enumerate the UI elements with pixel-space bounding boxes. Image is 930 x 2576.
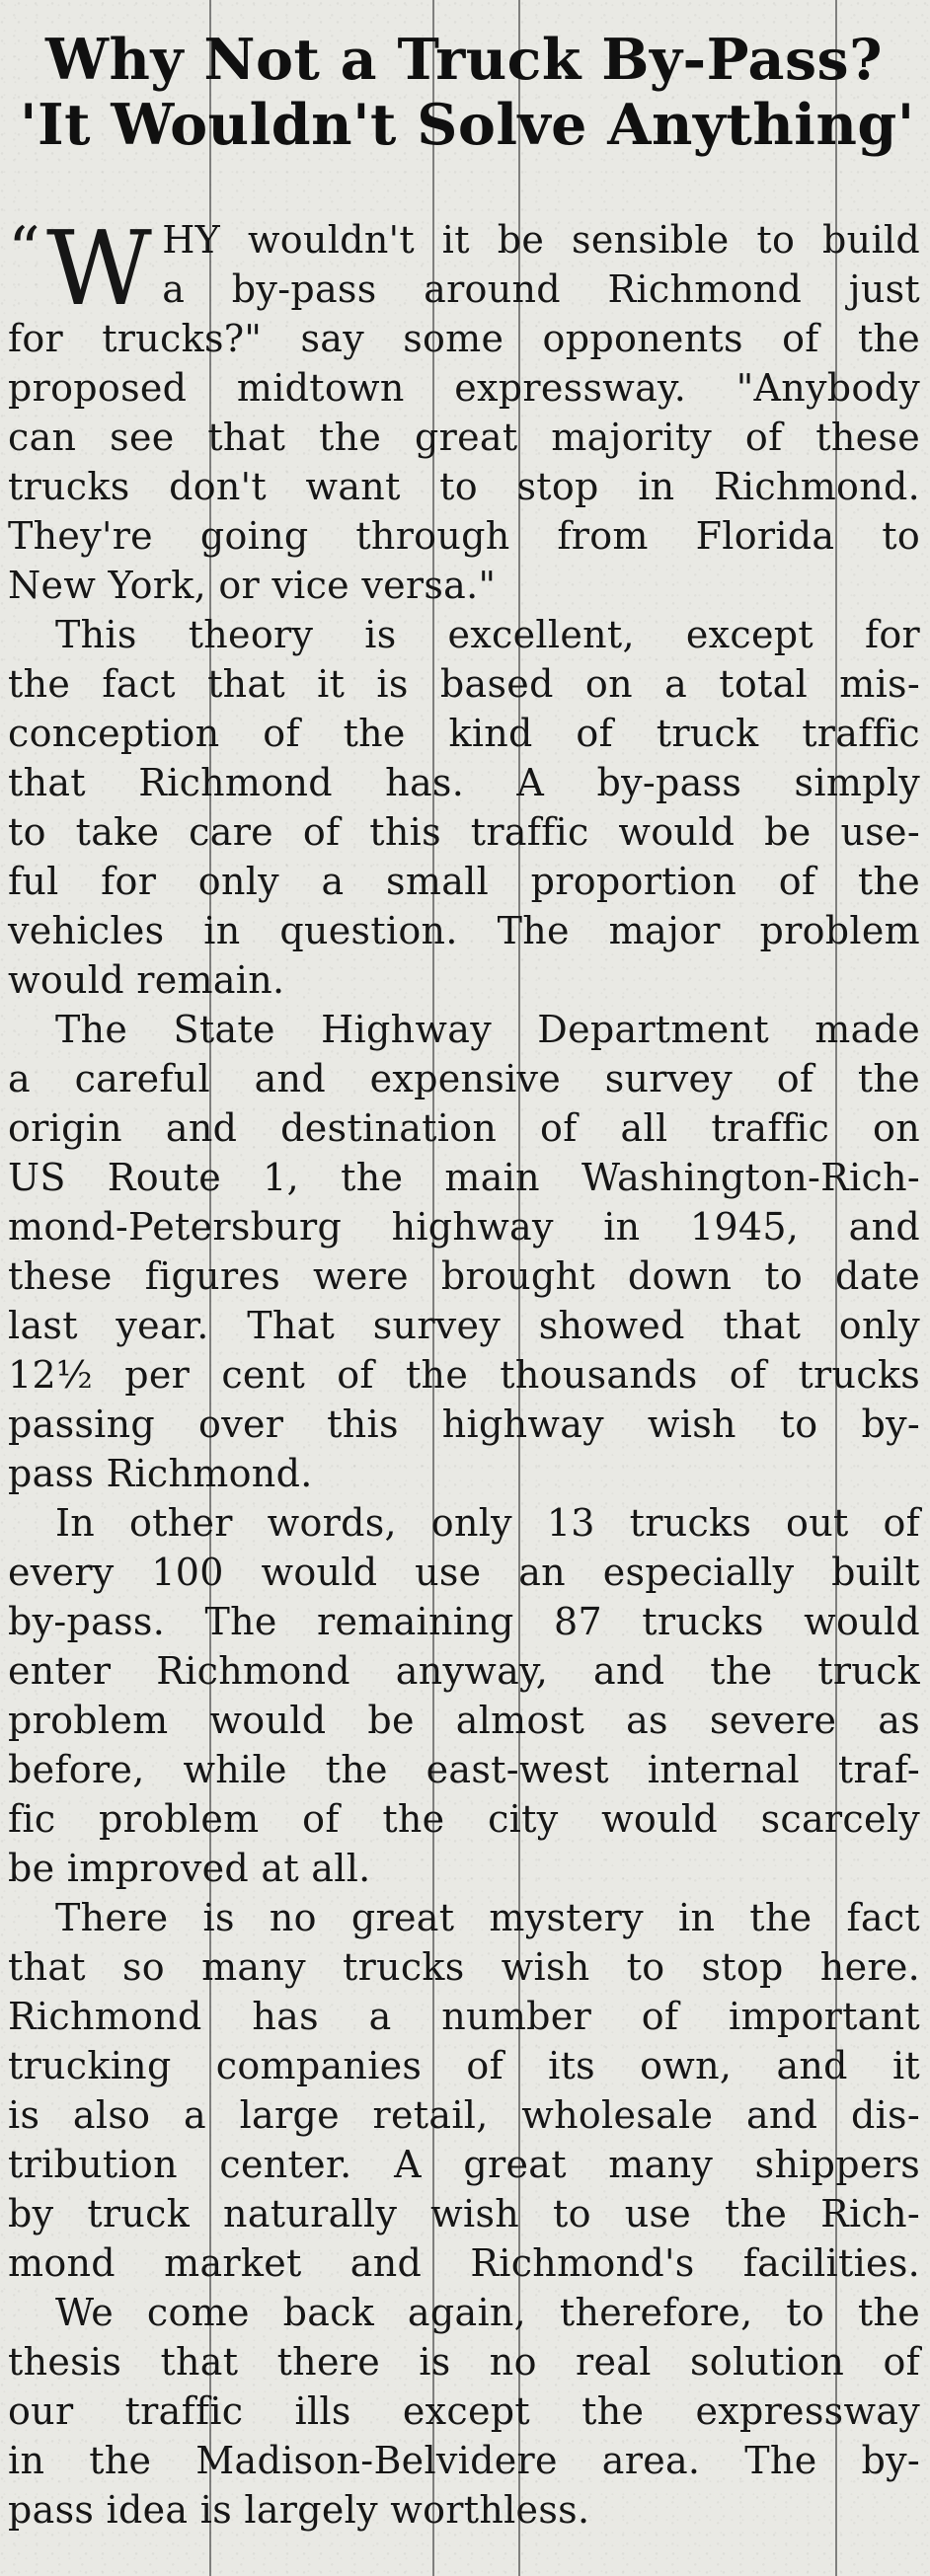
article-line: last year. That survey showed that only xyxy=(8,1304,920,1347)
article-line: be improved at all. xyxy=(8,1847,371,1890)
article-line: US Route 1, the main Washington-Rich- xyxy=(8,1156,920,1199)
paragraph-2 xyxy=(8,610,920,1005)
paragraph-5 xyxy=(8,1893,920,2288)
headline xyxy=(20,27,915,158)
article-line: to take care of this traffic would be use- xyxy=(8,810,920,854)
article-line: passing over this highway wish to by- xyxy=(8,1402,920,1446)
article-line: New York, or vice versa." xyxy=(8,564,497,607)
headline-line-1: Why Not a Truck By-Pass? xyxy=(44,27,884,93)
paragraph-6 xyxy=(8,2288,920,2535)
paragraph-1 xyxy=(8,208,920,610)
article-line: problem would be almost as severe as xyxy=(8,1699,920,1742)
article-line: They're going through from Florida to xyxy=(8,514,920,558)
article-line: by truck naturally wish to use the Rich- xyxy=(8,2192,920,2235)
article-line: pass Richmond. xyxy=(8,1452,313,1495)
article-line: proposed midtown expressway. "Anybody xyxy=(8,366,920,410)
article-line: that Richmond has. A by-pass simply xyxy=(8,761,920,804)
article-line: mond market and Richmond's facilities. xyxy=(8,2241,920,2285)
article-line: a careful and expensive survey of the xyxy=(8,1057,920,1100)
article-line: Richmond has a number of important xyxy=(8,1995,920,2038)
drop-cap: W xyxy=(46,208,153,329)
paragraph-4 xyxy=(8,1498,920,1893)
article-line: can see that the great majority of these xyxy=(8,416,920,459)
article-line: pass idea is largely worthless. xyxy=(8,2488,590,2532)
article-line: that so many trucks wish to stop here. xyxy=(8,1945,920,1989)
article-line: for trucks?" say some opponents of the xyxy=(8,317,920,360)
article-line: This theory is excellent, except for xyxy=(55,613,920,656)
article-line: conception of the kind of truck traffic xyxy=(8,712,920,755)
article-line: tribution center. A great many shippers xyxy=(8,2143,920,2186)
article-line: HY wouldn't it be sensible to build xyxy=(162,218,920,262)
article-line: trucking companies of its own, and it xyxy=(8,2044,920,2087)
article-line: by-pass. The remaining 87 trucks would xyxy=(8,1600,920,1643)
article-line: fic problem of the city would scarcely xyxy=(8,1797,920,1841)
article-line: before, while the east-west internal traf- xyxy=(8,1748,920,1791)
article-line: our traffic ills except the expressway xyxy=(8,2389,920,2433)
article-line: vehicles in question. The major problem xyxy=(8,909,920,952)
article-line: We come back again, therefore, to the xyxy=(55,2291,920,2334)
article-line: In other words, only 13 trucks out of xyxy=(55,1501,920,1545)
article-line: the fact that it is based on a total mis- xyxy=(8,662,920,706)
article-line: enter Richmond anyway, and the truck xyxy=(8,1649,920,1693)
article-line: There is no great mystery in the fact xyxy=(55,1896,920,1939)
article-body xyxy=(8,208,920,2535)
article-line: a by-pass around Richmond just xyxy=(162,267,920,311)
article-line: is also a large retail, wholesale and dis- xyxy=(8,2093,920,2137)
article-line: 12½ per cent of the thousands of trucks xyxy=(8,1353,920,1397)
article-line: thesis that there is no real solution of xyxy=(8,2340,920,2384)
article-line: would remain. xyxy=(8,958,285,1002)
article-line: ful for only a small proportion of the xyxy=(8,860,920,903)
headline-line-2: 'It Wouldn't Solve Anything' xyxy=(20,92,915,158)
paragraph-3 xyxy=(8,1005,920,1498)
article-line: in the Madison-Belvidere area. The by- xyxy=(8,2439,920,2482)
article-line: The State Highway Department made xyxy=(55,1008,920,1051)
article-line: origin and destination of all traffic on xyxy=(8,1106,920,1150)
article-line: these figures were brought down to date xyxy=(8,1254,920,1298)
article-line: trucks don't want to stop in Richmond. xyxy=(8,465,920,508)
article-line: mond-Petersburg highway in 1945, and xyxy=(8,1205,920,1249)
opening-quote-mark: “ xyxy=(8,214,41,287)
article-line: every 100 would use an especially built xyxy=(8,1551,920,1594)
